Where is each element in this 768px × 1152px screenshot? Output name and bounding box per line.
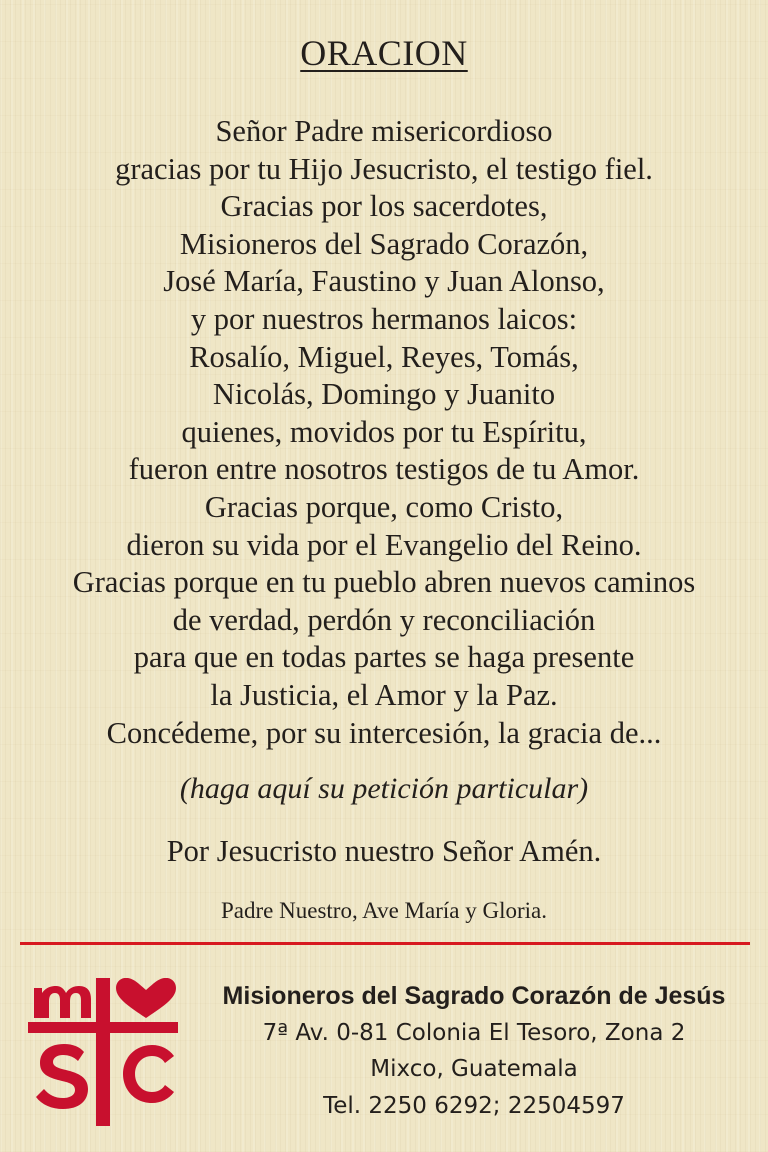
red-divider <box>20 942 750 945</box>
organization-name: Misioneros del Sagrado Corazón de Jesús <box>222 982 726 1010</box>
prayer-line: y por nuestros hermanos laicos: <box>190 301 578 336</box>
prayer-line: Gracias porque en tu pueblo abren nuevos caminos <box>72 565 696 600</box>
prayer-line: dieron su vida por el Evangelio del Reino. <box>126 527 642 562</box>
msc-logo-icon <box>28 978 178 1126</box>
page-title: ORACION <box>300 33 468 73</box>
prayer-line: la Justicia, el Amor y la Paz. <box>210 677 558 712</box>
prayer-text <box>20 113 748 752</box>
city-line: Mixco, Guatemala <box>370 1056 578 1082</box>
prayer-line: Gracias porque, como Cristo, <box>204 489 564 524</box>
phone-line: Tel. 2250 6292; 22504597 <box>323 1092 625 1119</box>
prayer-line: quienes, movidos por tu Espíritu, <box>181 414 587 449</box>
address-line: 7ª Av. 0-81 Colonia El Tesoro, Zona 2 <box>262 1019 686 1046</box>
petition-instruction: (haga aquí su petición particular) <box>179 772 589 805</box>
prayer-line: Gracias por los sacerdotes, <box>220 189 548 224</box>
prayer-line: Concédeme, por su intercesión, la gracia de... <box>106 715 662 750</box>
prayer-line: para que en todas partes se haga presente <box>133 640 635 675</box>
closing-amen: Por Jesucristo nuestro Señor Amén. <box>166 834 602 868</box>
prayer-line: de verdad, perdón y reconciliación <box>172 602 596 637</box>
prayer-line: José María, Faustino y Juan Alonso, <box>163 264 605 299</box>
prayers-note: Padre Nuestro, Ave María y Gloria. <box>221 898 547 923</box>
prayer-line: Misioneros del Sagrado Corazón, <box>179 226 589 261</box>
prayer-line: Señor Padre misericordioso <box>215 114 553 148</box>
contact-block <box>180 978 768 1124</box>
prayer-line: Nicolás, Domingo y Juanito <box>212 377 556 412</box>
prayer-line: Rosalío, Miguel, Reyes, Tomás, <box>189 339 579 374</box>
prayer-line: fueron entre nosotros testigos de tu Amor. <box>128 452 640 487</box>
prayer-line: gracias por tu Hijo Jesucristo, el testigo fiel. <box>115 151 653 186</box>
